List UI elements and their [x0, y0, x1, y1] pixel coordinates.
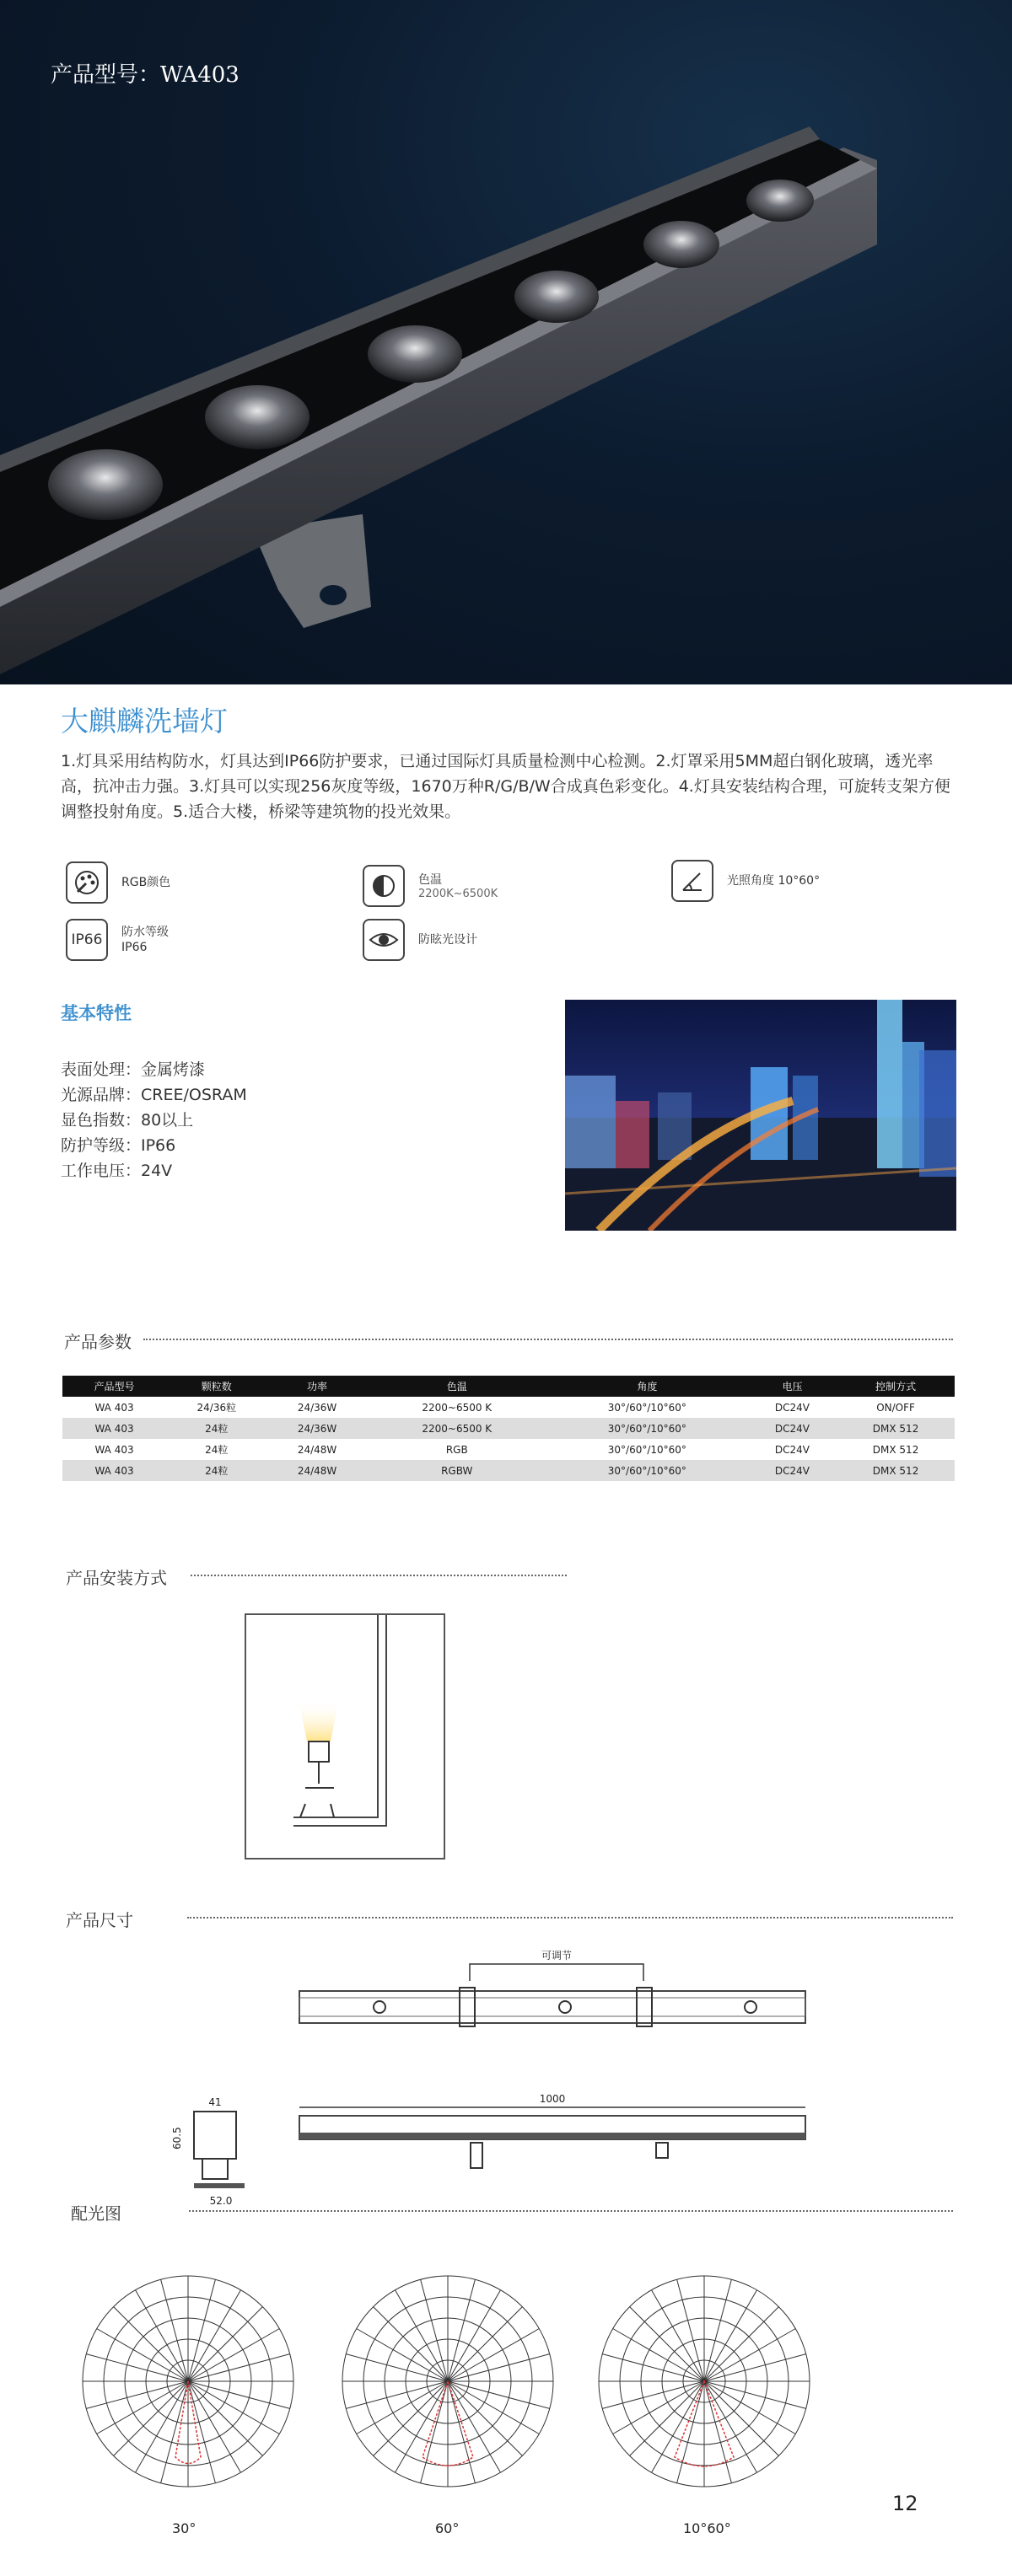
cell: 24/36粒 [196, 1402, 237, 1414]
cell: 24/36W [267, 1418, 368, 1439]
polar-caption: 10°60° [683, 2520, 731, 2536]
cell: WA 403 [94, 1401, 134, 1414]
cell: 24粒 [166, 1460, 266, 1481]
title-divider [187, 1917, 953, 1919]
polar-spoke [114, 2307, 188, 2381]
basic-title: 基本特性 [61, 1003, 132, 1023]
table-row [62, 1460, 955, 1481]
feature-beam-angle [671, 860, 820, 902]
table-header-row [62, 1376, 955, 1397]
eye-icon [363, 919, 405, 961]
page-number: 12 [892, 2492, 918, 2515]
product-name: 大麒麟洗墙灯 [61, 705, 228, 738]
title-divider [143, 1339, 953, 1340]
cell: WA 403 [62, 1418, 166, 1439]
photometric-title: 配光图 [71, 2203, 121, 2224]
polar-spoke [704, 2307, 778, 2381]
cell: 30°/60°/10°60° [546, 1460, 748, 1481]
cell: 2200~6500 K [422, 1401, 493, 1414]
polar-spoke [421, 2279, 448, 2381]
polar-caption: 60° [435, 2520, 460, 2536]
polar-spoke [448, 2381, 522, 2455]
polar-spoke [613, 2329, 704, 2382]
basic-spec-list [61, 1057, 247, 1183]
cell: DMX 512 [872, 1443, 919, 1456]
polar-spoke [602, 2354, 704, 2381]
cell: DC24V [748, 1460, 837, 1481]
polar-spoke [677, 2381, 704, 2483]
cell: DC24V [774, 1443, 810, 1456]
polar-spoke [704, 2381, 778, 2455]
polar-spoke [346, 2354, 448, 2381]
dimensions-title: 产品尺寸 [66, 1910, 133, 1930]
feature-sub: 2200K~6500K [418, 887, 498, 900]
polar-spoke [652, 2290, 705, 2381]
polar-spoke [448, 2329, 539, 2382]
polar-diagram-60 [334, 2267, 562, 2495]
polar-spoke [188, 2279, 215, 2381]
polar-spoke [421, 2381, 448, 2483]
col-header: 颗粒数 [166, 1376, 266, 1397]
cell: 30°/60°/10°60° [607, 1401, 686, 1414]
polar-spoke [677, 2279, 704, 2381]
cell: DC24V [774, 1401, 810, 1414]
feature-rgb [66, 861, 170, 904]
col-header: 功率 [267, 1376, 368, 1397]
col-header: 角度 [546, 1376, 748, 1397]
cell: 2200~6500 K [368, 1418, 546, 1439]
params-table [62, 1376, 955, 1481]
spec-item: 工作电压：24V [61, 1162, 173, 1180]
table-row [62, 1439, 955, 1460]
city-night-photo [565, 1000, 956, 1231]
feature-label: RGB颜色 [121, 876, 171, 889]
hero-banner [0, 0, 1012, 684]
cct-icon [363, 865, 405, 907]
col-header: 色温 [368, 1376, 546, 1397]
title-divider [189, 2210, 953, 2212]
polar-spoke [161, 2381, 188, 2483]
feature-sub: IP66 [121, 941, 148, 954]
polar-spoke [448, 2354, 550, 2381]
cell: 24/48W [297, 1443, 337, 1456]
cell: 30°/60°/10°60° [607, 1443, 686, 1456]
spec-item: 防护等级：IP66 [61, 1136, 176, 1155]
feature-ip66 [66, 919, 169, 961]
polar-spoke [613, 2381, 704, 2434]
cell: WA 403 [62, 1460, 166, 1481]
table-row [62, 1418, 955, 1439]
polar-spoke [704, 2290, 757, 2381]
polar-spoke [188, 2354, 290, 2381]
polar-spoke [136, 2290, 189, 2381]
polar-spoke [448, 2381, 550, 2408]
cell: DMX 512 [837, 1460, 955, 1481]
cell: DC24V [748, 1418, 837, 1439]
polar-spoke [448, 2381, 501, 2472]
feature-label: 色温 [418, 872, 442, 887]
cell: RGBW [368, 1460, 546, 1481]
polar-spoke [188, 2381, 290, 2408]
feature-anti-glare [363, 919, 477, 961]
polar-spoke [448, 2381, 539, 2434]
polar-spoke [188, 2290, 241, 2381]
polar-spoke [346, 2381, 448, 2408]
polar-spoke [86, 2354, 188, 2381]
cell: 24粒 [205, 1444, 229, 1456]
length-label: 1000 [539, 2093, 566, 2105]
beam-angle-icon [671, 860, 713, 902]
cell: RGB [445, 1443, 468, 1456]
params-title: 产品参数 [64, 1332, 132, 1352]
install-diagram [245, 1613, 445, 1860]
polar-spoke [448, 2290, 501, 2381]
palette-icon [66, 861, 108, 904]
polar-spoke [396, 2381, 449, 2472]
wall-washer-product-image [0, 0, 1012, 684]
polar-spoke [630, 2307, 704, 2381]
cell: WA 403 [94, 1443, 134, 1456]
spec-item: 光源品牌：CREE/OSRAM [61, 1086, 247, 1104]
polar-spoke [188, 2381, 215, 2483]
polar-spoke [188, 2381, 279, 2434]
polar-spoke [602, 2381, 704, 2408]
spec-item: 表面处理：金属烤漆 [61, 1060, 206, 1079]
cell: 24粒 [166, 1418, 266, 1439]
polar-diagram-30 [74, 2267, 302, 2495]
product-description: 1.灯具采用结构防水，灯具达到IP66防护要求，已通过国际灯具质量检测中心检测。2.灯罩采用5MM超白钢化玻璃，透光率高，抗冲击力强。3.灯具可以实现256灰度等级，1670万种R/G/B/W合成真色彩变化。4.灯具安装结构合理，可旋转支架方便调整投射角度。5.适合大楼，桥梁等建筑物的投光效果。 [61, 752, 950, 821]
polar-spoke [97, 2381, 188, 2434]
polar-spoke [704, 2381, 806, 2408]
model-label: 产品型号：WA403 [51, 62, 240, 88]
feature-label: 光照角度 10°60° [727, 874, 821, 888]
polar-spoke [448, 2279, 475, 2381]
width-bottom-label: 52.0 [209, 2195, 233, 2207]
polar-spoke [357, 2329, 448, 2382]
polar-diagram-10-60 [590, 2267, 818, 2495]
cell: 24/36W [297, 1401, 337, 1414]
polar-spoke [704, 2381, 795, 2434]
polar-spoke [630, 2381, 704, 2455]
feature-label: 防眩光设计 [418, 933, 477, 947]
cell: DMX 512 [837, 1418, 955, 1439]
polar-spoke [188, 2307, 262, 2381]
polar-spoke [704, 2381, 731, 2483]
cell: ON/OFF [876, 1401, 915, 1414]
polar-spoke [86, 2381, 188, 2408]
title-divider [191, 1575, 567, 1576]
polar-spoke [97, 2329, 188, 2382]
col-header: 电压 [748, 1376, 837, 1397]
polar-spoke [374, 2307, 448, 2381]
dimension-drawing [169, 1939, 826, 2208]
polar-spoke [374, 2381, 448, 2455]
polar-spoke [448, 2307, 522, 2381]
polar-spoke [396, 2290, 449, 2381]
install-title: 产品安装方式 [66, 1568, 167, 1588]
width-top-label: 41 [208, 2096, 222, 2108]
polar-spoke [357, 2381, 448, 2434]
polar-caption: 30° [172, 2520, 196, 2536]
col-header: 控制方式 [837, 1376, 955, 1397]
spec-item: 显色指数：80以上 [61, 1111, 194, 1130]
polar-spoke [161, 2279, 188, 2381]
polar-spoke [704, 2354, 806, 2381]
feature-label: 防水等级 [121, 926, 169, 939]
height-label: 60.5 [171, 2127, 183, 2149]
ip66-icon: IP66 [66, 919, 108, 961]
polar-spoke [136, 2381, 189, 2472]
cell: 24/48W [267, 1460, 368, 1481]
feature-cct [363, 865, 498, 907]
polar-spoke [448, 2381, 475, 2483]
polar-spoke [704, 2329, 795, 2382]
col-header: 产品型号 [62, 1376, 166, 1397]
polar-spoke [188, 2329, 279, 2382]
adjustable-label: 可调节 [541, 1950, 573, 1962]
polar-spoke [704, 2279, 731, 2381]
cell: 30°/60°/10°60° [546, 1418, 748, 1439]
table-row [62, 1397, 955, 1418]
